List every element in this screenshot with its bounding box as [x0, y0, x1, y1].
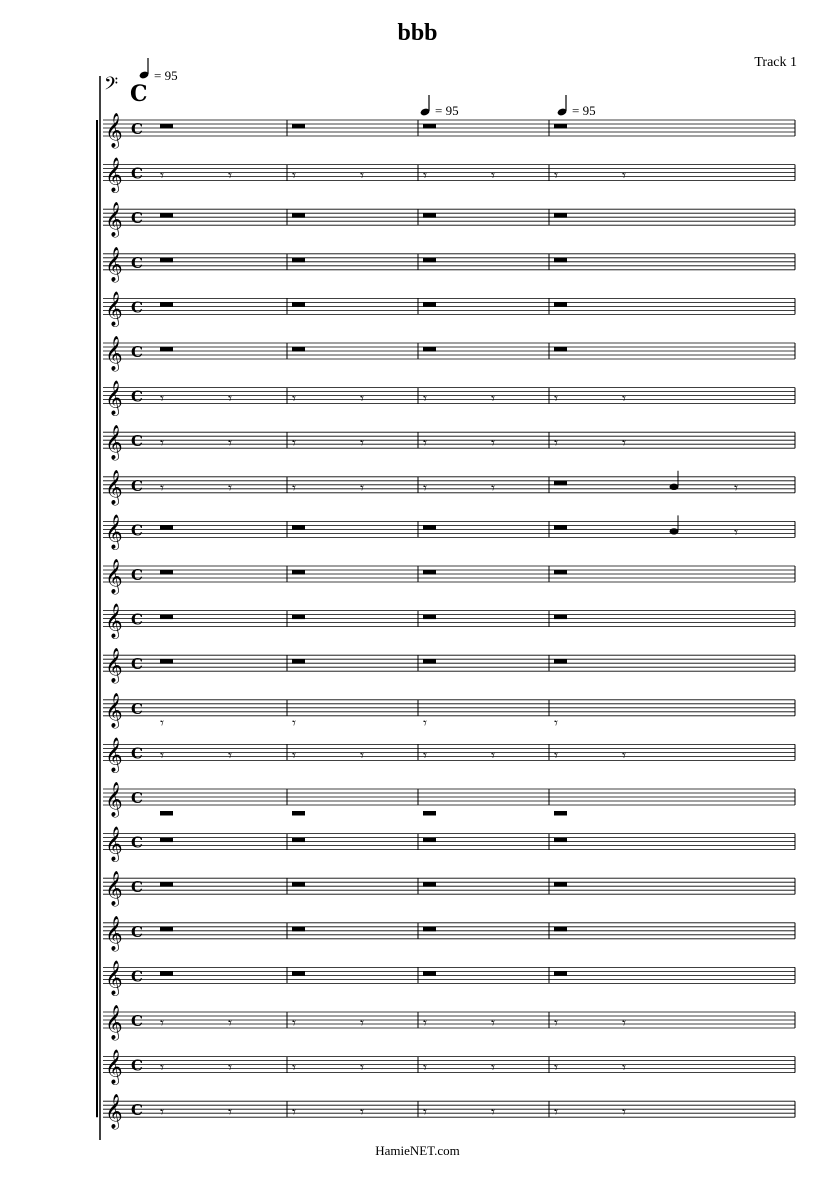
sixtyfourth-rest: 𝄾	[292, 1014, 296, 1032]
sixtyfourth-rest: 𝄾	[554, 434, 558, 453]
measure	[160, 838, 173, 843]
whole-rest	[554, 481, 567, 486]
sixtyfourth-rest: 𝄾	[734, 478, 738, 497]
time-signature: C	[131, 833, 143, 852]
note-head	[670, 528, 679, 534]
staff	[103, 604, 795, 640]
treble-clef-icon: 𝄞	[105, 1049, 123, 1085]
staff	[103, 381, 795, 417]
whole-rest	[423, 258, 436, 263]
staff	[103, 1094, 795, 1130]
sixtyfourth-rest: 𝄾	[554, 1058, 558, 1077]
measure	[160, 714, 164, 732]
measure	[554, 615, 567, 620]
treble-clef-icon: 𝄞	[105, 157, 123, 193]
measure	[160, 1059, 232, 1077]
measure	[554, 746, 626, 764]
sixtyfourth-rest: 𝄾	[228, 434, 232, 453]
measure	[554, 390, 626, 408]
whole-rest	[160, 258, 173, 263]
whole-rest	[423, 838, 436, 843]
measure	[292, 525, 305, 530]
time-signature: C	[131, 521, 143, 540]
measure	[423, 714, 427, 732]
whole-rest	[423, 811, 436, 816]
sixtyfourth-rest: 𝄾	[622, 1014, 626, 1032]
measure	[554, 570, 567, 575]
measure	[554, 838, 567, 843]
measure	[160, 746, 232, 764]
sixtyfourth-rest: 𝄾	[292, 746, 296, 765]
sixtyfourth-rest: 𝄾	[423, 746, 427, 765]
measure	[423, 434, 495, 452]
measure	[423, 124, 436, 129]
treble-clef-icon: 𝄞	[105, 291, 123, 327]
whole-rest	[292, 124, 305, 129]
measure	[423, 213, 436, 218]
measure	[160, 659, 173, 664]
sixtyfourth-rest: 𝄾	[360, 1014, 364, 1032]
measure	[423, 615, 436, 620]
sixtyfourth-rest: 𝄾	[292, 1103, 296, 1122]
measure	[160, 971, 173, 976]
whole-rest	[160, 570, 173, 575]
measure	[160, 811, 173, 816]
track-label: Track 1	[754, 55, 797, 70]
time-signature: C	[131, 789, 143, 807]
treble-clef-icon: 𝄞	[105, 603, 123, 639]
measure	[160, 124, 173, 129]
sixtyfourth-rest: 𝄾	[160, 1058, 164, 1077]
sixtyfourth-rest: 𝄾	[292, 389, 296, 408]
sixtyfourth-rest: 𝄾	[228, 1014, 232, 1032]
measure	[423, 746, 495, 764]
measure	[423, 1103, 495, 1121]
measure	[292, 124, 305, 129]
measure	[423, 258, 436, 263]
measure	[554, 258, 567, 263]
whole-rest	[554, 124, 567, 129]
sixtyfourth-rest: 𝄾	[292, 478, 296, 497]
whole-rest	[423, 124, 436, 129]
time-signature: C	[131, 476, 143, 495]
whole-rest	[292, 302, 305, 307]
whole-rest	[423, 659, 436, 664]
whole-rest	[423, 347, 436, 352]
whole-rest	[423, 213, 436, 218]
time-signature: C	[131, 298, 143, 317]
time-signature: C	[131, 922, 143, 941]
tempo-label: = 95	[154, 68, 178, 83]
sixtyfourth-rest: 𝄾	[491, 1058, 495, 1077]
sixtyfourth-rest: 𝄾	[360, 434, 364, 453]
whole-rest	[160, 882, 173, 887]
sixtyfourth-rest: 𝄾	[554, 1103, 558, 1122]
sixtyfourth-rest: 𝄾	[491, 1014, 495, 1032]
whole-rest	[292, 258, 305, 263]
measure	[292, 746, 364, 764]
sixtyfourth-rest: 𝄾	[360, 1058, 364, 1077]
whole-rest	[292, 971, 305, 976]
sixtyfourth-rest: 𝄾	[554, 1014, 558, 1032]
whole-rest	[160, 525, 173, 530]
staff	[103, 158, 795, 194]
sixtyfourth-rest: 𝄾	[160, 746, 164, 765]
staff	[103, 425, 795, 461]
measure	[423, 971, 436, 976]
sixtyfourth-rest: 𝄾	[491, 166, 495, 185]
sixtyfourth-rest: 𝄾	[228, 746, 232, 765]
sixtyfourth-rest: 𝄾	[160, 389, 164, 408]
time-signature: C	[131, 209, 143, 228]
sixtyfourth-rest: 𝄾	[160, 1014, 164, 1032]
treble-clef-icon: 𝄞	[105, 425, 123, 461]
staff	[103, 291, 795, 327]
sixtyfourth-rest: 𝄾	[491, 478, 495, 497]
sixtyfourth-rest: 𝄾	[160, 1103, 164, 1122]
treble-clef-icon: 𝄞	[105, 915, 123, 951]
measure	[423, 479, 495, 497]
treble-clef-icon: 𝄞	[105, 737, 123, 773]
sixtyfourth-rest: 𝄾	[423, 1058, 427, 1077]
sixtyfourth-rest: 𝄾	[423, 434, 427, 453]
treble-clef-icon: 𝄞	[105, 692, 123, 728]
sixtyfourth-rest: 𝄾	[554, 389, 558, 408]
sixtyfourth-rest: 𝄾	[360, 1103, 364, 1122]
treble-clef-icon: 𝄞	[105, 336, 123, 371]
sixtyfourth-rest: 𝄾	[228, 166, 232, 185]
score-title: bbb	[397, 20, 438, 46]
whole-rest	[423, 971, 436, 976]
measure	[292, 302, 305, 307]
measure	[292, 213, 305, 218]
time-signature: C	[131, 1056, 143, 1075]
measure	[554, 659, 567, 664]
measure	[292, 659, 305, 664]
sixtyfourth-rest: 𝄾	[228, 389, 232, 408]
sixtyfourth-rest: 𝄾	[360, 166, 364, 185]
measure	[554, 167, 626, 185]
staff	[103, 648, 795, 684]
staff	[103, 871, 795, 907]
staff	[103, 247, 795, 283]
sixtyfourth-rest: 𝄾	[554, 746, 558, 765]
measure	[160, 390, 232, 408]
whole-rest	[554, 882, 567, 887]
whole-rest	[292, 838, 305, 843]
whole-rest	[554, 525, 567, 530]
time-signature: C	[131, 699, 143, 718]
measure	[160, 570, 173, 575]
sixtyfourth-rest: 𝄾	[491, 746, 495, 765]
time-signature: C	[131, 566, 143, 584]
whole-rest	[554, 927, 567, 932]
time-signature: C	[131, 120, 143, 138]
whole-rest	[554, 659, 567, 664]
measure	[423, 1014, 495, 1032]
treble-clef-icon: 𝄞	[105, 871, 123, 907]
measure	[292, 838, 305, 843]
sixtyfourth-rest: 𝄾	[491, 434, 495, 453]
measure	[292, 1103, 364, 1121]
measure	[160, 302, 173, 307]
whole-rest	[160, 124, 173, 129]
staff	[103, 1050, 795, 1086]
sixtyfourth-rest: 𝄾	[622, 434, 626, 453]
sixtyfourth-rest: 𝄾	[228, 1058, 232, 1077]
staff	[103, 737, 795, 773]
time-signature: C	[131, 253, 143, 272]
measure	[160, 434, 232, 452]
whole-rest	[160, 927, 173, 932]
whole-rest	[554, 570, 567, 575]
sixtyfourth-rest: 𝄾	[423, 1014, 427, 1032]
measure	[292, 811, 305, 816]
measure	[160, 167, 232, 185]
time-signature: C	[130, 81, 148, 107]
time-signature: C	[131, 744, 143, 763]
sixtyfourth-rest: 𝄾	[292, 713, 296, 732]
measure	[292, 479, 364, 497]
staff	[103, 202, 795, 238]
treble-clef-icon: 𝄞	[105, 246, 123, 282]
whole-rest	[292, 525, 305, 530]
sixtyfourth-rest: 𝄾	[360, 389, 364, 408]
whole-rest	[554, 213, 567, 218]
whole-rest	[554, 302, 567, 307]
sixtyfourth-rest: 𝄾	[423, 1103, 427, 1122]
sixtyfourth-rest: 𝄾	[360, 478, 364, 497]
whole-rest	[292, 615, 305, 620]
treble-clef-icon: 𝄞	[105, 202, 123, 238]
measure	[160, 347, 173, 352]
measure	[292, 927, 305, 932]
measure	[160, 479, 232, 497]
treble-clef-icon: 𝄞	[105, 782, 123, 817]
time-signature: C	[131, 878, 143, 897]
whole-rest	[292, 570, 305, 575]
measure	[292, 167, 364, 185]
measure	[423, 570, 436, 575]
staff	[103, 1005, 795, 1041]
sixtyfourth-rest: 𝄾	[554, 166, 558, 185]
measure	[160, 927, 173, 932]
measure	[292, 714, 296, 732]
sixtyfourth-rest: 𝄾	[160, 434, 164, 453]
measure	[292, 1059, 364, 1077]
whole-rest	[554, 347, 567, 352]
measure	[554, 302, 567, 307]
measure	[160, 882, 173, 887]
whole-rest	[160, 811, 173, 816]
note-head	[670, 484, 679, 490]
staff	[103, 113, 795, 149]
whole-rest	[160, 659, 173, 664]
sixtyfourth-rest: 𝄾	[491, 389, 495, 408]
measure	[423, 927, 436, 932]
measure	[423, 525, 436, 530]
whole-rest	[160, 838, 173, 843]
measure	[292, 570, 305, 575]
measure	[292, 971, 305, 976]
whole-rest	[292, 882, 305, 887]
treble-clef-icon: 𝄞	[105, 648, 123, 684]
sixtyfourth-rest: 𝄾	[292, 434, 296, 453]
tempo-mark-measure-3	[420, 95, 459, 118]
staff	[103, 960, 795, 996]
whole-rest	[423, 525, 436, 530]
treble-clef-icon: 𝄞	[105, 1094, 123, 1130]
measure	[423, 347, 436, 352]
sixtyfourth-rest: 𝄾	[360, 746, 364, 765]
whole-rest	[292, 811, 305, 816]
tempo-label: = 95	[435, 103, 459, 118]
staff	[103, 782, 795, 818]
measure	[423, 1059, 495, 1077]
time-signature: C	[131, 387, 143, 406]
treble-clef-icon: 𝄞	[105, 826, 123, 862]
measure	[160, 525, 173, 530]
whole-rest	[160, 302, 173, 307]
whole-rest	[160, 347, 173, 352]
measure	[554, 971, 567, 976]
measure	[292, 434, 364, 452]
sixtyfourth-rest: 𝄾	[423, 166, 427, 185]
measure	[423, 882, 436, 887]
sixtyfourth-rest: 𝄾	[622, 746, 626, 765]
staff	[103, 916, 795, 952]
footer-credit: HamieNET.com	[375, 1143, 460, 1158]
whole-rest	[292, 927, 305, 932]
staff	[103, 559, 795, 595]
measure	[423, 302, 436, 307]
sixtyfourth-rest: 𝄾	[622, 389, 626, 408]
time-signature: C	[131, 343, 143, 361]
sixtyfourth-rest: 𝄾	[423, 713, 427, 732]
measure	[554, 434, 626, 452]
whole-rest	[160, 971, 173, 976]
time-signature: C	[131, 967, 143, 986]
whole-rest	[554, 258, 567, 263]
sixtyfourth-rest: 𝄾	[292, 1058, 296, 1077]
measure	[160, 1014, 232, 1032]
sixtyfourth-rest: 𝄾	[734, 523, 738, 542]
sixtyfourth-rest: 𝄾	[228, 478, 232, 497]
sixtyfourth-rest: 𝄾	[622, 166, 626, 185]
time-signature: C	[131, 1101, 143, 1120]
measure	[292, 615, 305, 620]
whole-rest	[160, 615, 173, 620]
treble-clef-icon: 𝄞	[105, 1005, 123, 1040]
whole-rest	[554, 971, 567, 976]
time-signature: C	[131, 610, 143, 629]
sixtyfourth-rest: 𝄾	[423, 478, 427, 497]
treble-clef-icon: 𝄞	[105, 113, 123, 148]
time-signature: C	[131, 655, 143, 674]
measure	[292, 258, 305, 263]
measure	[292, 347, 305, 352]
whole-rest	[554, 615, 567, 620]
whole-rest	[423, 570, 436, 575]
measure	[554, 1103, 626, 1121]
measure	[423, 838, 436, 843]
whole-rest	[423, 927, 436, 932]
measure	[292, 390, 364, 408]
measure	[554, 213, 567, 218]
tempo-mark-top	[139, 58, 178, 83]
measure	[554, 714, 558, 732]
sixtyfourth-rest: 𝄾	[292, 166, 296, 185]
measure	[423, 811, 436, 816]
sixtyfourth-rest: 𝄾	[160, 166, 164, 185]
treble-clef-icon: 𝄞	[105, 559, 123, 594]
time-signature: C	[131, 432, 143, 451]
sixtyfourth-rest: 𝄾	[622, 1103, 626, 1122]
time-signature: C	[131, 164, 143, 183]
treble-clef-icon: 𝄞	[105, 514, 123, 550]
measure	[554, 882, 567, 887]
tempo-label: = 95	[572, 103, 596, 118]
measure	[292, 1014, 364, 1032]
staff	[103, 470, 795, 506]
sixtyfourth-rest: 𝄾	[491, 1103, 495, 1122]
sixtyfourth-rest: 𝄾	[554, 713, 558, 732]
whole-rest	[292, 347, 305, 352]
tempo-mark-measure-4	[557, 95, 596, 118]
sixtyfourth-rest: 𝄾	[622, 1058, 626, 1077]
staff	[103, 336, 795, 372]
sixtyfourth-rest: 𝄾	[160, 713, 164, 732]
whole-rest	[423, 302, 436, 307]
whole-rest	[292, 213, 305, 218]
treble-clef-icon: 𝄞	[105, 960, 123, 996]
measure	[423, 659, 436, 664]
measure	[160, 1103, 232, 1121]
measure	[160, 615, 173, 620]
measure	[554, 1014, 626, 1032]
time-signature: C	[131, 1012, 143, 1030]
sixtyfourth-rest: 𝄾	[160, 478, 164, 497]
staff	[103, 693, 795, 732]
measure	[423, 167, 495, 185]
whole-rest	[554, 838, 567, 843]
sixtyfourth-rest: 𝄾	[228, 1103, 232, 1122]
treble-clef-icon: 𝄞	[105, 469, 123, 505]
whole-rest	[160, 213, 173, 218]
whole-rest	[292, 659, 305, 664]
staff	[103, 827, 795, 863]
measure	[292, 882, 305, 887]
whole-rest	[554, 811, 567, 816]
whole-rest	[423, 615, 436, 620]
whole-rest	[423, 882, 436, 887]
measure	[160, 213, 173, 218]
measure	[554, 811, 567, 816]
measure	[423, 390, 495, 408]
sixtyfourth-rest: 𝄾	[423, 389, 427, 408]
measure	[160, 258, 173, 263]
treble-clef-icon: 𝄞	[105, 380, 123, 416]
staff	[103, 514, 795, 550]
measure	[554, 347, 567, 352]
measure	[554, 124, 567, 129]
bass-clef-icon: 𝄢	[104, 74, 119, 99]
measure	[554, 1059, 626, 1077]
measure	[554, 927, 567, 932]
